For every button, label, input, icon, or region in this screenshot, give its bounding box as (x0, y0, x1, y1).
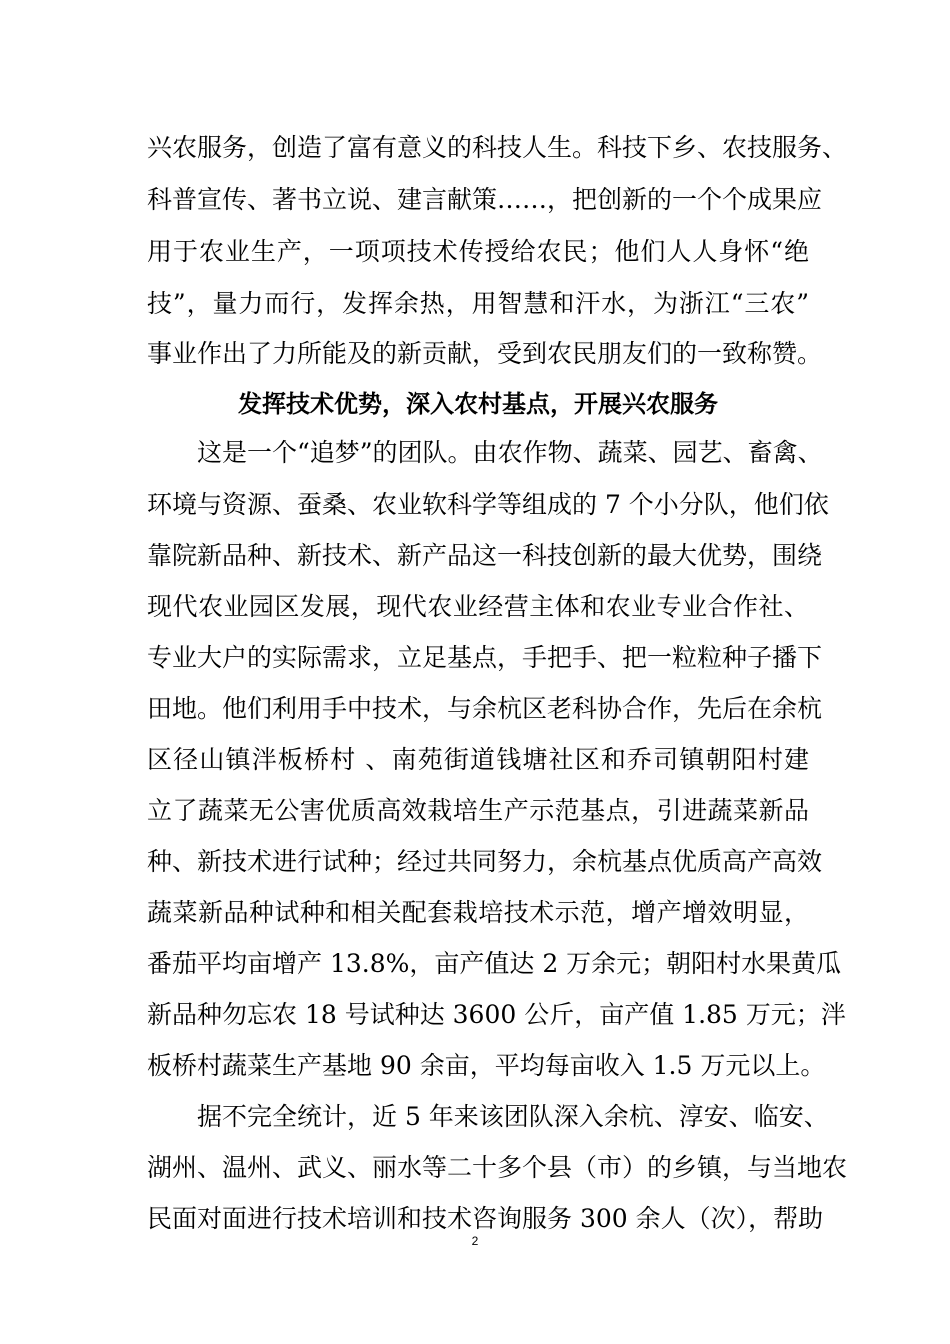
page-number: 2 (471, 1234, 479, 1248)
paragraph-2-line-9: 种、新技术进行试种；经过共同努力，余杭基点优质高产高效 (147, 847, 823, 876)
paragraph-2-line-6: 田地。他们利用手中技术，与余杭区老科协合作，先后在余杭 (147, 694, 823, 723)
section-heading: 发挥技术优势，深入农村基点，开展兴农服务 (238, 390, 718, 418)
paragraph-1-line-3: 用于农业生产，一项项技术传授给农民；他们人人身怀“绝 (147, 237, 809, 266)
paragraph-3-line-1: 据不完全统计，近 5 年来该团队深入余杭、淳安、临安、 (197, 1102, 829, 1131)
paragraph-2-line-11: 番茄平均亩增产 13.8%，亩产值达 2 万余元；朝阳村水果黄瓜 (147, 949, 842, 978)
paragraph-1-line-2: 科普宣传、著书立说、建言献策……，把创新的一个个成果应 (147, 185, 823, 214)
paragraph-2-line-2: 环境与资源、蚕桑、农业软科学等组成的 7 个小分队，他们依 (147, 490, 829, 519)
paragraph-2-line-10: 蔬菜新品种试种和相关配套栽培技术示范，增产增效明显， (147, 898, 809, 927)
paragraph-3-line-3: 民面对面进行技术培训和技术咨询服务 300 余人（次），帮助 (147, 1204, 824, 1233)
paragraph-2-line-12: 新品种勿忘农 18 号试种达 3600 公斤，亩产值 1.85 万元；泮 (147, 1000, 846, 1029)
paragraph-1-line-5: 事业作出了力所能及的新贡献，受到农民朋友们的一致称赞。 (147, 339, 823, 368)
paragraph-1-line-1: 兴农服务，创造了富有意义的科技人生。科技下乡、农技服务、 (147, 133, 848, 162)
paragraph-2-line-13: 板桥村蔬菜生产基地 90 余亩，平均每亩收入 1.5 万元以上。 (147, 1051, 826, 1080)
paragraph-2-line-3: 靠院新品种、新技术、新产品这一科技创新的最大优势，围绕 (147, 541, 823, 570)
paragraph-3-line-2: 湖州、温州、武义、丽水等二十多个县（市）的乡镇，与当地农 (147, 1153, 848, 1182)
paragraph-2-line-7: 区径山镇泮板桥村 、南苑街道钱塘社区和乔司镇朝阳村建 (147, 745, 809, 774)
paragraph-2-line-5: 专业大户的实际需求，立足基点，手把手、把一粒粒种子播下 (147, 643, 823, 672)
paragraph-2-line-8: 立了蔬菜无公害优质高效栽培生产示范基点，引进蔬菜新品 (147, 796, 809, 825)
paragraph-2-line-1: 这是一个“追梦”的团队。由农作物、蔬菜、园艺、畜禽、 (197, 438, 823, 467)
paragraph-1-line-4: 技”，量力而行，发挥余热，用智慧和汗水，为浙江“三农” (147, 289, 809, 318)
paragraph-2-line-4: 现代农业园区发展，现代农业经营主体和农业专业合作社、 (147, 592, 809, 621)
